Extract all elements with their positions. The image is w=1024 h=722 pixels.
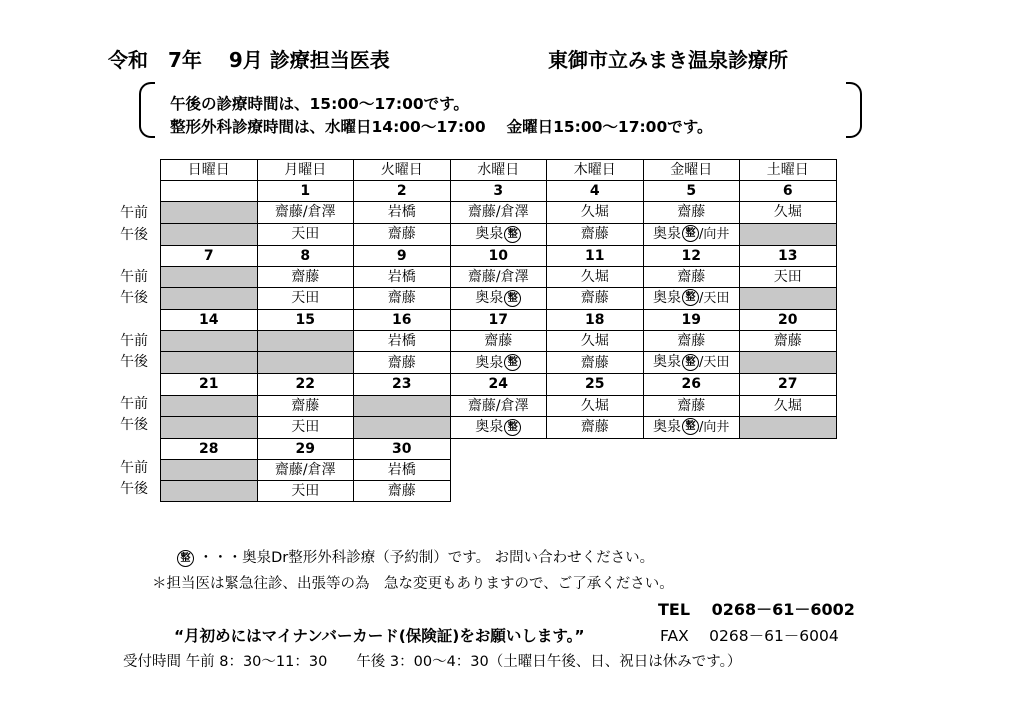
doctor-cell (740, 266, 837, 287)
doctor-cell (257, 459, 354, 480)
date-cell: 23 (354, 374, 451, 395)
doctor-name: 岩橋 (387, 204, 416, 221)
doctor-name: 奥泉 (653, 418, 682, 435)
doctor-name: 久堀 (773, 204, 802, 221)
date-cell: 5 (643, 181, 740, 202)
doctor-cell (257, 266, 354, 287)
doctor-name: 久堀 (580, 397, 609, 414)
doctor-cell (547, 395, 644, 416)
doctor-name: 齋藤 (580, 419, 609, 436)
doctor-name: 岩橋 (387, 268, 416, 285)
doctor-name: 齋藤 (677, 333, 706, 350)
doctor-cell (643, 395, 740, 416)
date-cell: 12 (643, 245, 740, 266)
fax-number: FAX 0268－61－6004 (660, 627, 839, 645)
note: ＊担当医は緊急往診、出張等の為 急な変更もありますので、ご了承ください。 (152, 576, 674, 592)
doctor-cell (450, 416, 547, 438)
doctor-name: 久堀 (580, 333, 609, 350)
reception-hours: 受付時間 午前 8：30～11：30 午後 3：00～4：30（土曜日午後、日、祝日は休みです。） (123, 654, 742, 670)
date-cell: 14 (161, 309, 258, 330)
doctor-name: 奥泉 (475, 419, 504, 436)
weekday-header: 土曜日 (740, 160, 837, 181)
doctor-name: 久堀 (580, 204, 609, 221)
doctor-name: 久堀 (580, 268, 609, 285)
doctor-cell (547, 202, 644, 223)
doctor-name: 齋藤/倉澤 (467, 397, 529, 414)
weekday-header: 金曜日 (643, 160, 740, 181)
date-cell: 3 (450, 181, 547, 202)
date-cell: 2 (354, 181, 451, 202)
doctor-cell (354, 331, 451, 352)
doctor-cell (354, 223, 451, 245)
closed-cell (257, 331, 354, 352)
orthopedics-mark-icon: 整 (504, 290, 521, 307)
date-cell: 25 (547, 374, 644, 395)
doctor-name: 齋藤 (291, 268, 320, 285)
doctor-cell (740, 395, 837, 416)
doctor-cell (643, 223, 740, 245)
doctor-name: 齋藤 (387, 290, 416, 307)
closed-cell (161, 202, 258, 223)
closed-cell (354, 416, 451, 438)
am-label: 午前 (120, 459, 148, 476)
pm-label: 午後 (120, 417, 148, 434)
date-cell: 17 (450, 309, 547, 330)
date-cell: 21 (161, 374, 258, 395)
doctor-name: 奥泉 (475, 290, 504, 307)
doctor-name: 齋藤 (580, 354, 609, 371)
date-row (161, 438, 837, 459)
date-cell: 22 (257, 374, 354, 395)
weekday-header: 月曜日 (257, 160, 354, 181)
orthopedics-mark-icon: 整 (682, 354, 699, 371)
date-cell: 29 (257, 438, 354, 459)
doctor-cell (257, 481, 354, 502)
doctor-name: 天田 (291, 483, 320, 500)
doctor-cell (547, 352, 644, 374)
doctor-name-suffix: /向井 (699, 419, 730, 435)
doctor-name: 齋藤 (484, 333, 513, 350)
card-request: “月初めにはマイナンバーカード(保険証)をお願いします。” (174, 627, 585, 645)
page-title: 令和 7年 9月 診療担当医表 (108, 48, 390, 72)
date-row (161, 245, 837, 266)
date-cell: 30 (354, 438, 451, 459)
orthopedics-mark-icon: 整 (682, 289, 699, 306)
orthopedics-mark-icon: 整 (504, 419, 521, 436)
doctor-cell (257, 287, 354, 309)
doctor-name: 齋藤 (677, 204, 706, 221)
doctor-cell (450, 202, 547, 223)
am-label: 午前 (120, 396, 148, 413)
am-row (161, 395, 837, 416)
date-cell: 24 (450, 374, 547, 395)
closed-cell (354, 395, 451, 416)
date-cell: 10 (450, 245, 547, 266)
clinic-name: 東御市立みまき温泉診療所 (548, 48, 788, 72)
date-cell: 20 (740, 309, 837, 330)
am-row (161, 331, 837, 352)
doctor-name: 齋藤/倉澤 (274, 461, 336, 478)
doctor-name: 齋藤 (387, 226, 416, 243)
am-row (161, 459, 837, 480)
doctor-name: 齋藤/倉澤 (274, 204, 336, 221)
doctor-name: 齋藤 (773, 333, 802, 350)
notice-afternoon: 午後の診療時間は、15:00～17:00です。 (170, 95, 469, 113)
doctor-cell (547, 223, 644, 245)
doctor-cell (450, 331, 547, 352)
orthopedics-mark-icon: 整 (504, 226, 521, 243)
bracket-left (139, 82, 155, 138)
doctor-cell (740, 331, 837, 352)
closed-cell (161, 416, 258, 438)
date-cell: 28 (161, 438, 258, 459)
closed-cell (161, 331, 258, 352)
date-cell: 8 (257, 245, 354, 266)
doctor-cell (450, 395, 547, 416)
closed-cell (161, 395, 258, 416)
doctor-name: 天田 (291, 290, 320, 307)
doctor-name: 久堀 (773, 397, 802, 414)
orthopedics-mark-icon: 整 (682, 418, 699, 435)
weekday-header: 木曜日 (547, 160, 644, 181)
doctor-cell (643, 287, 740, 309)
doctor-name: 齋藤 (580, 226, 609, 243)
doctor-name: 天田 (291, 226, 320, 243)
doctor-name: 奥泉 (475, 226, 504, 243)
am-row (161, 266, 837, 287)
doctor-name: 奥泉 (653, 289, 682, 306)
weekday-header: 日曜日 (161, 160, 258, 181)
pm-row (161, 416, 837, 438)
doctor-cell (354, 459, 451, 480)
closed-cell (740, 287, 837, 309)
date-row (161, 309, 837, 330)
date-cell: 13 (740, 245, 837, 266)
pm-label: 午後 (120, 353, 148, 370)
doctor-name: 天田 (291, 419, 320, 436)
pm-row (161, 287, 837, 309)
date-cell: 6 (740, 181, 837, 202)
doctor-name: 齋藤 (580, 290, 609, 307)
doctor-cell (450, 223, 547, 245)
doctor-cell (450, 287, 547, 309)
notice-orthopedics: 整形外科診療時間は、水曜日14:00～17:00 金曜日15:00～17:00です。 (170, 118, 713, 136)
date-cell: 4 (547, 181, 644, 202)
doctor-cell (354, 266, 451, 287)
doctor-name: 奥泉 (653, 225, 682, 242)
closed-cell (740, 352, 837, 374)
weekday-header-row (161, 160, 837, 181)
date-row (161, 181, 837, 202)
doctor-cell (354, 481, 451, 502)
orthopedics-mark-icon: 整 (177, 550, 194, 567)
doctor-name: 奥泉 (475, 354, 504, 371)
doctor-cell (354, 352, 451, 374)
pm-row (161, 223, 837, 245)
doctor-cell (643, 416, 740, 438)
am-label: 午前 (120, 205, 148, 222)
doctor-cell (450, 352, 547, 374)
closed-cell (161, 352, 258, 374)
closed-cell (161, 287, 258, 309)
doctor-cell (257, 223, 354, 245)
doctor-name: 齋藤 (291, 397, 320, 414)
doctor-cell (643, 331, 740, 352)
doctor-cell (643, 202, 740, 223)
doctor-name: 奥泉 (653, 354, 682, 371)
doctor-cell (257, 395, 354, 416)
doctor-cell (547, 287, 644, 309)
doctor-name: 岩橋 (387, 461, 416, 478)
closed-cell (740, 416, 837, 438)
closed-cell (740, 223, 837, 245)
legend (176, 546, 654, 567)
pm-row (161, 352, 837, 374)
doctor-name: 齋藤 (387, 483, 416, 500)
doctor-name: 齋藤 (677, 268, 706, 285)
doctor-cell (643, 352, 740, 374)
am-row (161, 202, 837, 223)
date-cell: 16 (354, 309, 451, 330)
doctor-cell (450, 266, 547, 287)
doctor-cell (547, 416, 644, 438)
date-cell: 1 (257, 181, 354, 202)
doctor-name: 岩橋 (387, 333, 416, 350)
schedule-table (160, 159, 837, 502)
date-cell: 18 (547, 309, 644, 330)
date-cell: 7 (161, 245, 258, 266)
weekday-header: 水曜日 (450, 160, 547, 181)
date-cell: 9 (354, 245, 451, 266)
pm-label: 午後 (120, 481, 148, 497)
doctor-cell (740, 202, 837, 223)
date-cell: 19 (643, 309, 740, 330)
orthopedics-mark-icon: 整 (682, 225, 699, 242)
doctor-cell (257, 416, 354, 438)
doctor-cell (354, 202, 451, 223)
closed-cell (161, 266, 258, 287)
doctor-name-suffix: /向井 (699, 226, 730, 242)
doctor-name: 天田 (773, 268, 802, 285)
doctor-name-suffix: /天田 (699, 355, 730, 371)
doctor-cell (547, 266, 644, 287)
am-label: 午前 (120, 332, 148, 349)
date-cell: 15 (257, 309, 354, 330)
doctor-name: 齋藤 (387, 354, 416, 371)
tel-number: TEL 0268－61－6002 (658, 600, 855, 619)
doctor-name-suffix: /天田 (699, 290, 730, 306)
closed-cell (257, 352, 354, 374)
date-cell: 11 (547, 245, 644, 266)
doctor-cell (257, 202, 354, 223)
date-cell: 26 (643, 374, 740, 395)
orthopedics-mark-icon: 整 (504, 354, 521, 371)
doctor-name: 齋藤 (677, 397, 706, 414)
doctor-cell (547, 331, 644, 352)
legend-text: ・・・奥泉Dr整形外科診療（予約制）です。 お問い合わせください。 (198, 550, 655, 566)
date-row (161, 374, 837, 395)
weekday-header: 火曜日 (354, 160, 451, 181)
pm-row (161, 481, 837, 502)
closed-cell (161, 223, 258, 245)
pm-label: 午後 (120, 290, 148, 307)
bracket-right (846, 82, 862, 138)
doctor-cell (643, 266, 740, 287)
doctor-name: 齋藤/倉澤 (467, 204, 529, 221)
am-label: 午前 (120, 269, 148, 285)
pm-label: 午後 (120, 226, 148, 243)
doctor-cell (354, 287, 451, 309)
date-cell (161, 181, 258, 202)
closed-cell (161, 459, 258, 480)
date-cell: 27 (740, 374, 837, 395)
closed-cell (161, 481, 258, 502)
doctor-name: 齋藤/倉澤 (467, 268, 529, 285)
